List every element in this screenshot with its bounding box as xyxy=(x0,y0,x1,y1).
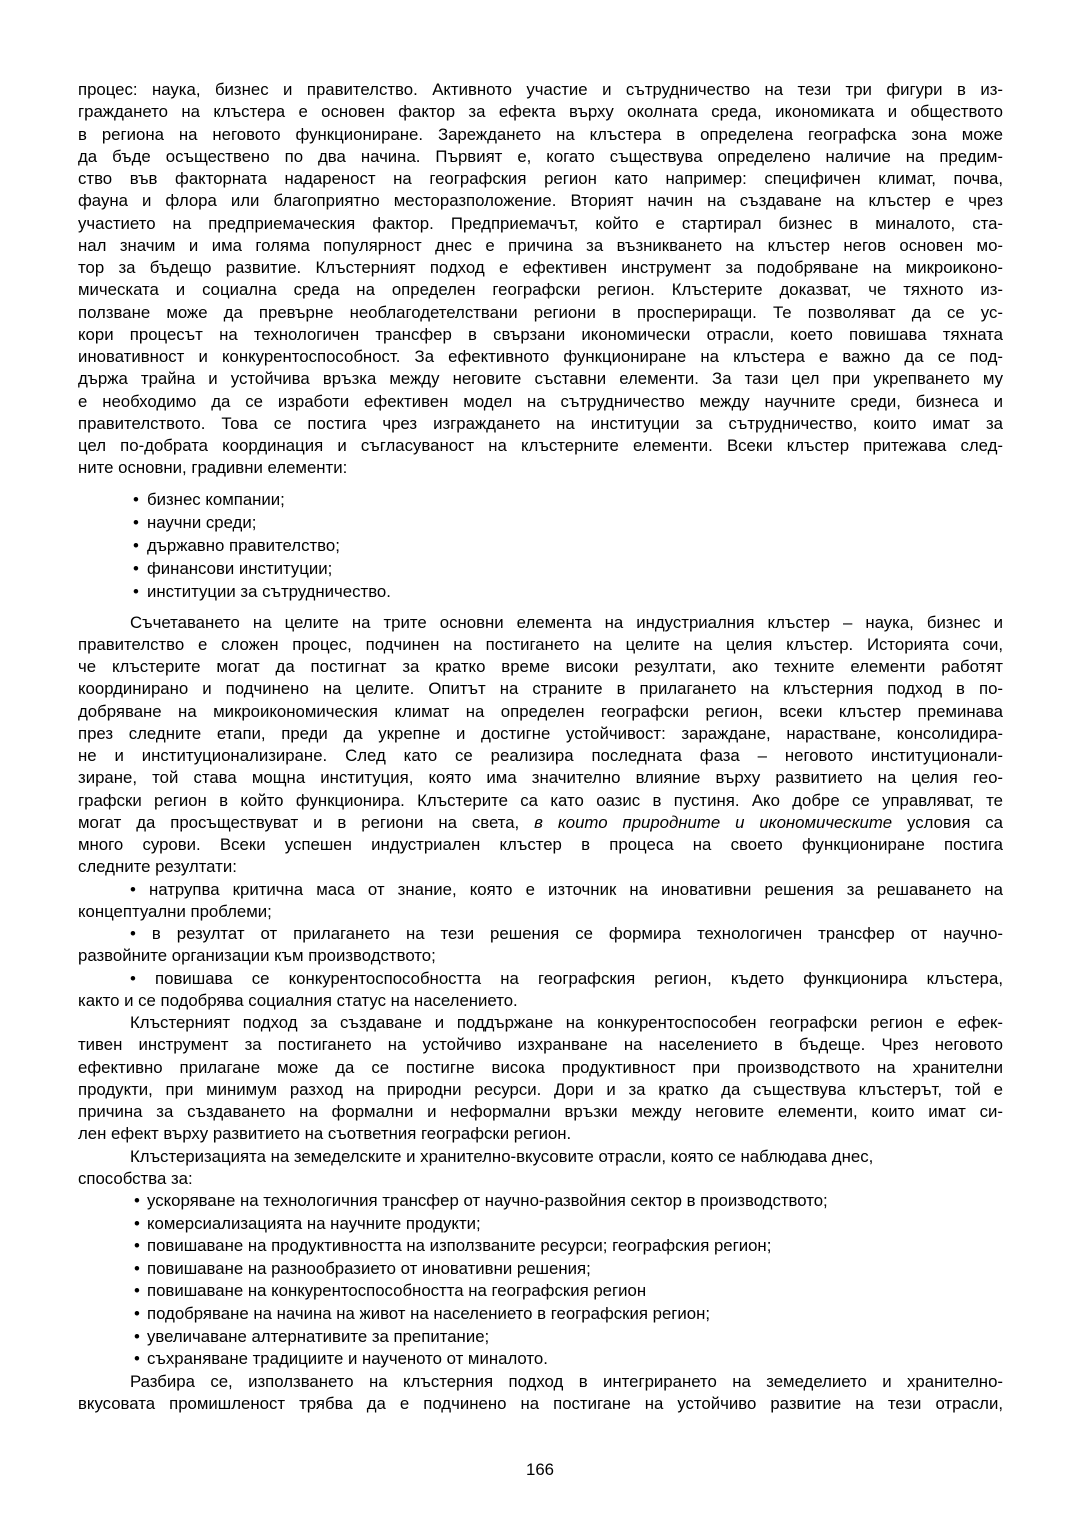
document-page xyxy=(78,79,1003,1415)
bullet-icon: • xyxy=(134,1281,140,1301)
text-line: следните резултати: xyxy=(78,857,237,877)
list-item xyxy=(78,1280,1003,1303)
list-item-text: увеличаване алтернативите за препитание; xyxy=(147,1326,490,1346)
paragraph xyxy=(78,923,1003,968)
text-span: условия са xyxy=(892,812,1003,832)
paragraph xyxy=(78,968,1003,1013)
text-line: тор за бъдещо развитие. Клъстерният подход е ефективен инструмент за подобряване на микроиконо- xyxy=(78,258,1003,277)
text-line: продукти, при минимум разход на природни ресурси. Дори и за кратко да съществува клъстерът, той е xyxy=(78,1079,1003,1099)
text-line: ство във факторната надареност на географския регион като например: специфичен климат, почва, xyxy=(78,169,1003,188)
list-item xyxy=(78,1190,1003,1213)
text-line: ните основни, градивни елементи: xyxy=(78,458,348,478)
bullet-icon: • xyxy=(134,1349,140,1369)
list-item xyxy=(78,557,1003,580)
bullet-list xyxy=(78,488,1003,604)
text-line: през следните етапи, преди да укрепне и достигне устойчивост: зараждане, нарастване, консолидира- xyxy=(78,723,1003,743)
text-line: добряване на микроикономическия климат на определен географски регион, всеки клъстер преминава xyxy=(78,701,1003,721)
text-line: • повишава се конкурентоспособността на географския регион, където функционира клъстера, xyxy=(130,968,1003,988)
list-item-text: комерсиализацията на научните продукти; xyxy=(147,1213,481,1233)
page-number: 166 xyxy=(526,1460,554,1479)
list-item xyxy=(78,534,1003,557)
text-line: участието на предприемаческия фактор. Предприемачът, който е стартирал бизнес в миналото, ста- xyxy=(78,213,1003,233)
bullet-icon: • xyxy=(133,535,139,555)
text-line: ефективно прилагане може да се постигне висока продуктивност при производството на хранителни xyxy=(78,1057,1003,1077)
text-line: правителство е сложен процес, подчинен на постигането на целите на целия клъстер. Историята сочи, xyxy=(78,634,1003,654)
bullet-icon: • xyxy=(133,512,139,532)
bullet-icon: • xyxy=(134,1191,140,1211)
list-item-text: държавно правителство; xyxy=(147,535,340,555)
bullet-icon: • xyxy=(134,1303,140,1323)
list-item xyxy=(78,1258,1003,1281)
list-item-text: бизнес компании; xyxy=(147,489,285,509)
text-line: правителството. Това се постига чрез изграждането на институции за сътрудничество, които имат за xyxy=(78,413,1003,433)
paragraph xyxy=(78,879,1003,924)
text-line: Клъстерният подход за създаване и поддържане на конкурентоспособен географски регион е ефек- xyxy=(130,1013,1003,1033)
text-line: ползване може да превърне необлагодетелствани региони в проспериращи. Те позволяват да се ус- xyxy=(78,302,1003,322)
list-item xyxy=(78,1303,1003,1326)
text-line: нал значим и има голяма популярност днес е причина за възникването на клъстер негов основен мо- xyxy=(78,235,1003,255)
text-line: иновативност и конкурентоспособност. За ефективното функциониране на клъстера е важно да се под- xyxy=(78,347,1003,366)
list-item-text: повишаване на разнообразието от иновативни решения; xyxy=(147,1258,591,1278)
text-line: е необходимо да се изработи ефективен модел на сътрудничество между научните среди, бизнеса и xyxy=(78,391,1003,411)
bullet-list xyxy=(78,1190,1003,1371)
text-line: фауна и флора или благоприятно месторазположение. Вторият начин на създаване на клъстер е чрез xyxy=(78,191,1003,211)
text-line: причина за създаването на формални и неформални връзки между неговите елементи, които имат си- xyxy=(78,1102,1003,1122)
text-line: развойните организации към производството; xyxy=(78,946,436,966)
text-line: не и институционализиране. След като се реализира последната фаза – неговото институционали- xyxy=(78,746,1003,766)
text-line: зиране, той става мощна институция, която има значително влияние върху развитието на целия гео- xyxy=(78,768,1003,788)
list-item-text: съхраняване традициите и наученото от миналото. xyxy=(147,1349,548,1369)
paragraph xyxy=(78,1146,1003,1191)
text-line: че клъстерите могат да постигнат за кратко време високи резултати, ако техните елементи работят xyxy=(78,657,1003,677)
text-line: много сурови. Всеки успешен индустриален клъстер в процеса на своето функциониране постига xyxy=(78,835,1003,855)
bullet-icon: • xyxy=(133,489,139,509)
text-line: държа трайна и устойчива връзка между неговите съставни елементи. За тази цел при укрепването му xyxy=(78,369,1003,389)
text-line: • в резултат от прилагането на тези решения се формира технологичен трансфер от научно- xyxy=(130,924,1003,944)
text-line: както и се подобрява социалния статус на населението. xyxy=(78,990,518,1010)
text-line: кори процесът на технологичен трансфер в свързани икономически отрасли, което повишава тяхната xyxy=(78,324,1003,344)
text-line: Клъстеризацията на земеделските и хранително-вкусовите отрасли, която се наблюдава днес, xyxy=(130,1146,874,1166)
text-line: Съчетаването на целите на трите основни елемента на индустриалния клъстер – наука, бизнес и xyxy=(130,612,1003,632)
bullet-icon: • xyxy=(134,1236,140,1256)
text-line: граждането на клъстера е основен фактор за ефекта върху околната среда, икономиката и обществото xyxy=(78,102,1003,122)
text-line: графски регион в който функционира. Клъстерите са като оазис в пустиня. Ако добре се управляват, те xyxy=(78,790,1003,810)
text-line: в региона на неговото функциониране. Зареждането на клъстера в определена географска зона може xyxy=(78,124,1003,144)
list-item-text: научни среди; xyxy=(147,512,257,532)
list-item xyxy=(78,1235,1003,1258)
text-span: могат да просъществуват и в региони на света, xyxy=(78,812,535,832)
text-line: • натрупва критична маса от знание, която е източник на иновативни решения за решаването на xyxy=(130,879,1003,899)
text-line: Разбира се, използването на клъстерния подход в интегрирането на земеделието и хранително- xyxy=(130,1371,1003,1391)
list-item-text: финансови институции; xyxy=(147,559,333,579)
list-item-text: подобряване на начина на живот на населението в географския регион; xyxy=(147,1303,711,1323)
text-line: процес: наука, бизнес и правителство. Активното участие и сътрудничество на тези три фигури в из- xyxy=(78,80,1003,99)
bullet-icon: • xyxy=(134,1258,140,1278)
text-line: вкусовата промишленост трябва да е подчинено на постигане на устойчиво развитие на тези отрасли, xyxy=(78,1394,1003,1414)
bullet-icon: • xyxy=(133,582,139,602)
text-line: координирано и подчинено на целите. Опитът на страните в прилагането на клъстерния подход в по- xyxy=(78,679,1003,699)
bullet-icon: • xyxy=(134,1213,140,1233)
list-item-text: повишаване на продуктивността на използваните ресурси; географския регион; xyxy=(147,1236,772,1256)
text-line xyxy=(78,812,1003,834)
bullet-icon: • xyxy=(134,1326,140,1346)
list-item xyxy=(78,488,1003,511)
text-line: концептуални проблеми; xyxy=(78,901,272,921)
list-item xyxy=(78,580,1003,603)
text-line: мическата и социална среда на определен географски регион. Клъстерите доказват, че тяхното из- xyxy=(78,280,1003,300)
text-line: да бъде осъществено по два начина. Първият е, когато съществува определено наличие на предим- xyxy=(78,146,1003,166)
list-item-text: повишаване на конкурентоспособността на географския регион xyxy=(147,1281,647,1301)
paragraph xyxy=(78,1371,1003,1416)
paragraph xyxy=(78,79,1003,480)
list-item xyxy=(78,1326,1003,1349)
paragraph xyxy=(78,1012,1003,1146)
text-line: способства за: xyxy=(78,1168,193,1188)
text-line: лен ефект върху развитието на съответния географски регион. xyxy=(78,1124,572,1144)
list-item xyxy=(78,1348,1003,1371)
list-item xyxy=(78,511,1003,534)
bullet-icon: • xyxy=(133,559,139,579)
list-item-text: институции за сътрудничество. xyxy=(147,582,391,602)
text-line: цел по-добрата координация и съгласуваност на клъстерните елементи. Всеки клъстер притежава след- xyxy=(78,436,1003,455)
list-item-text: ускоряване на технологичния трансфер от научно-развойния сектор в производството; xyxy=(147,1191,828,1211)
paragraph xyxy=(78,612,1003,879)
list-item xyxy=(78,1213,1003,1236)
italic-text: в които природните и икономическите xyxy=(534,812,893,832)
text-line: тивен инструмент за постигането на устойчиво изхранване на населението в бъдеще. Чрез неговото xyxy=(78,1035,1003,1055)
